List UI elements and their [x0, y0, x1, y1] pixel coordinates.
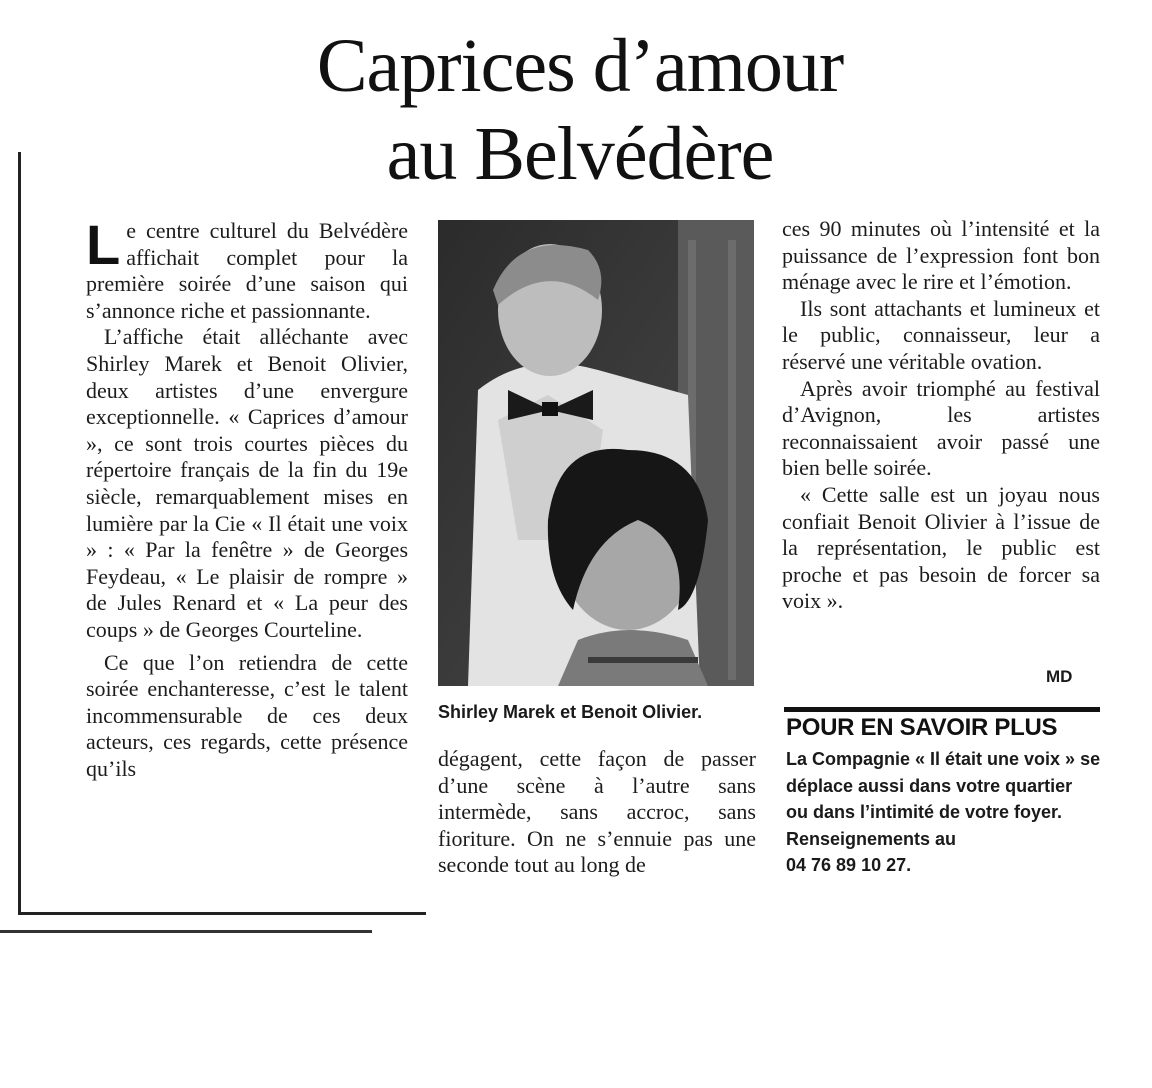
headline-line-1: Caprices d’amour: [316, 24, 844, 108]
article-paragraph: ces 90 minutes où l’intensité et la puissance de l’expression font bon ménage avec le rire et l’émotion.: [782, 216, 1100, 295]
bottom-rule-secondary: [0, 930, 372, 933]
info-box-line: La Compagnie « Il était une voix » se: [786, 749, 1101, 769]
article-column-3: [782, 216, 1100, 615]
info-box-line: Renseignements au: [786, 828, 957, 849]
info-box-phone: 04 76 89 10 27.: [786, 855, 912, 875]
author-byline: MD: [1046, 667, 1073, 686]
article-paragraph: Ils sont attachants et lumineux et le public, connaisseur, leur a réservé une véritable ovation.: [782, 295, 1100, 374]
info-box-line: ou dans l’intimité de votre foyer.: [786, 802, 1063, 822]
photo-caption: Shirley Marek et Benoit Olivier.: [438, 702, 703, 722]
article-paragraph: dégagent, cette façon de passer d’une scène à l’autre sans intermède, sans accroc, sans fioriture. On ne s’ennuie pas une seconde tout au long de: [438, 746, 756, 878]
article-column-1: [86, 213, 408, 782]
drop-cap: L: [86, 213, 121, 276]
info-box-text: [786, 746, 1106, 879]
left-margin-rule: [18, 152, 21, 914]
article-paragraph: « Cette salle est un joyau nous confiait Benoit Olivier à l’issue de la représentation, le public est proche et pas besoin de forcer sa voix ».: [782, 481, 1100, 614]
article-photo: [438, 220, 754, 686]
bottom-rule: [18, 912, 426, 915]
article-paragraph: Le centre culturel du Belvédère affichait complet pour la première soirée d’une saison qui s’annonce riche et passionnante.: [86, 213, 408, 323]
article-paragraph: Après avoir triomphé au festival d’Avignon, les artistes reconnaissaient avoir passé une bien belle soirée.: [782, 375, 1100, 481]
photo-illustration: [438, 220, 754, 686]
article-paragraph: Ce que l’on retiendra de cette soirée enchanteresse, c’est le talent incommensurable de ces deux acteurs, ces regards, cette présence qu’ils: [86, 649, 408, 781]
info-box-rule: [784, 707, 1100, 712]
article-column-2: [438, 746, 756, 879]
article-paragraph: L’affiche était alléchante avec Shirley Marek et Benoit Olivier, deux artistes d’une envergure exceptionnelle. « Caprices d’amour », ce sont trois courtes pièces du répertoire français de la fin du 19e siècle, remarquablement mises en lumière par la Cie « Il était une voix » : « Par la fenêtre » de Georges Feydeau, « Le plaisir de rompre » de Jules Renard et « La peur des coups » de Georges Courteline.: [86, 324, 408, 642]
info-box-title: POUR EN SAVOIR PLUS: [786, 714, 1058, 741]
headline-line-2: au Belvédère: [386, 112, 774, 196]
info-box-line: déplace aussi dans votre quartier: [786, 775, 1073, 796]
headline: [200, 22, 960, 198]
